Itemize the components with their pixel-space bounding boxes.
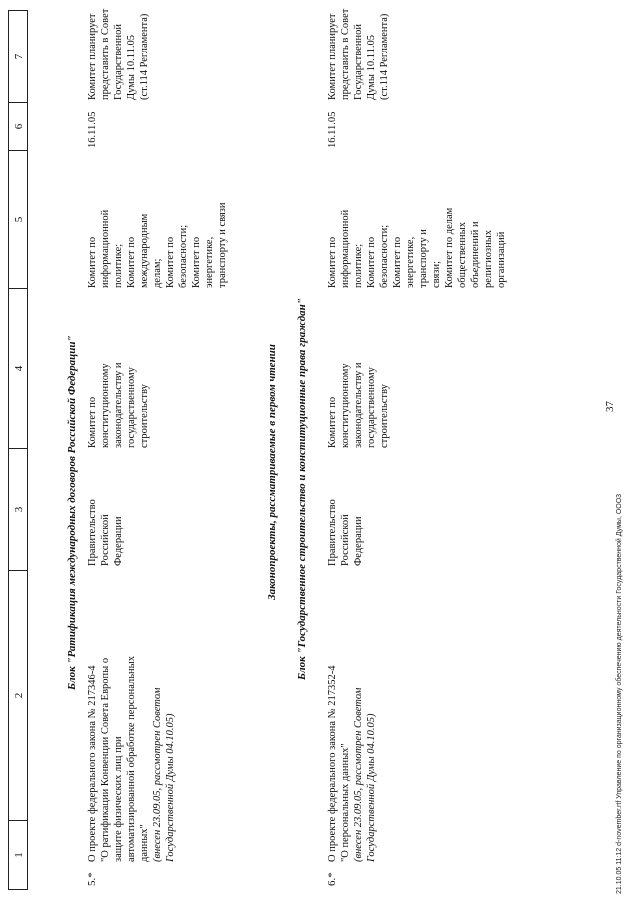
initiator-line: Российской — [340, 514, 351, 566]
bill-note-line: (внесен 23.09.05, рассмотрен Советом — [152, 687, 163, 862]
coexec-line: Комитет по — [126, 236, 137, 288]
plan-line: Комитет планирует — [87, 13, 98, 100]
responsible-line: конституционному — [340, 363, 351, 448]
responsible-line: законодательству и — [113, 362, 124, 448]
initiator-line: Федерации — [353, 516, 364, 566]
coexec-line: международным — [139, 213, 150, 288]
initiator-line: Правительство — [87, 499, 98, 566]
bill-note-line: (внесен 23.09.05, рассмотрен Советом — [353, 687, 364, 862]
coexec-line: информационной — [100, 209, 111, 288]
bill-title-line: автоматизированной обработке персональных — [126, 656, 137, 862]
row-number: 5.* — [86, 872, 98, 886]
coexec-line: общественных — [457, 222, 468, 288]
bill-title-line: О проекте федерального закона № 217346-4 — [87, 665, 98, 862]
column-header-row — [8, 0, 30, 900]
coexec-line: политике; — [113, 243, 124, 288]
page-number: 37 — [604, 401, 616, 412]
document-footer: 21.10.05 11:12 d-november.rtf Управление по организационному обеспечению деятельности Государственной Думы, ООО3 — [616, 493, 623, 894]
coexec-line: транспорту и связи — [217, 202, 228, 288]
coexec-line: Комитет по — [392, 236, 403, 288]
responsible-committee — [86, 290, 151, 448]
initiator-line: Федерации — [113, 516, 124, 566]
coexec-line: энергетике, — [204, 236, 215, 288]
coexec-line: религиозных — [483, 229, 494, 288]
column-header-2: 2 — [8, 570, 28, 820]
block-title-ratification: Блок "Ратификация международных договоров Российской Федерации" — [66, 335, 78, 690]
plan-line: представить в Совет — [100, 8, 111, 100]
plan-line: Государственной — [113, 24, 124, 100]
responsible-line: строительству — [379, 384, 390, 448]
plan-note — [326, 4, 391, 100]
plan-line: Комитет планирует — [327, 13, 338, 100]
coexec-line: Комитет по — [87, 236, 98, 288]
coexec-line: Комитет по — [366, 236, 377, 288]
bill-title-line: "О персональных данных" — [340, 743, 351, 862]
bill-note-line: Государственной Думы 04.10.05) — [165, 713, 176, 862]
responsible-line: конституционному — [100, 363, 111, 448]
coexec-line: безопасности; — [379, 224, 390, 288]
responsible-line: государственному — [126, 367, 137, 448]
bill-note-line: Государственной Думы 04.10.05) — [366, 713, 377, 862]
block-title-state-building: Блок "Государственное строительство и конституционные права граждан" — [296, 298, 308, 680]
responsible-line: строительству — [139, 384, 150, 448]
plan-line: Государственной — [353, 24, 364, 100]
co-executor-committees — [326, 152, 508, 288]
bill-description — [86, 572, 177, 862]
plan-line: представить в Совет — [340, 8, 351, 100]
coexec-line: Комитет по — [165, 236, 176, 288]
coexec-line: Комитет по — [191, 236, 202, 288]
co-executor-committees — [86, 152, 229, 288]
plan-line: (ст.114 Регламента) — [379, 13, 390, 100]
responsible-line: Комитет по — [87, 396, 98, 448]
initiator — [86, 450, 125, 566]
plan-note — [86, 4, 151, 100]
initiator-line: Правительство — [327, 499, 338, 566]
coexec-line: безопасности; — [178, 224, 189, 288]
bill-description — [326, 572, 378, 862]
column-header-4: 4 — [8, 288, 28, 448]
initiator-line: Российской — [100, 514, 111, 566]
initiator — [326, 450, 365, 566]
coexec-line: транспорту и — [418, 229, 429, 288]
bill-title-line: "О ратификации Конвенции Совета Европы о — [100, 657, 111, 862]
responsible-line: Комитет по — [327, 396, 338, 448]
plan-line: Думы 10.11.05 — [366, 35, 377, 100]
plan-line: Думы 10.11.05 — [126, 35, 137, 100]
coexec-line: энергетике, — [405, 236, 416, 288]
date: 16.11.05 — [327, 111, 338, 148]
coexec-line: объединений и — [470, 221, 481, 288]
bill-title-line: О проекте федерального закона № 217352-4 — [327, 665, 338, 862]
coexec-line: Комитет по — [327, 236, 338, 288]
bill-title-line: защите физических лиц при — [113, 736, 124, 862]
coexec-line: Комитет по делам — [444, 207, 455, 288]
coexec-line: политике; — [353, 243, 364, 288]
responsible-line: законодательству и — [353, 362, 364, 448]
date: 16.11.05 — [87, 111, 98, 148]
coexec-line: организаций — [496, 231, 507, 288]
plan-line: (ст.114 Регламента) — [139, 13, 150, 100]
coexec-line: делам; — [152, 258, 163, 288]
coexec-line: связи; — [431, 261, 442, 288]
bill-title-line: данных" — [139, 824, 150, 862]
column-header-3: 3 — [8, 448, 28, 570]
column-header-7: 7 — [8, 10, 28, 102]
section-heading: Законопроекты, рассматриваемые в первом чтении — [266, 344, 278, 600]
column-header-6: 6 — [8, 102, 28, 150]
responsible-line: государственному — [366, 367, 377, 448]
coexec-line: информационной — [340, 209, 351, 288]
responsible-committee — [326, 290, 391, 448]
column-header-5: 5 — [8, 150, 28, 288]
row-number: 6.* — [326, 872, 338, 886]
column-header-1: 1 — [8, 820, 28, 890]
